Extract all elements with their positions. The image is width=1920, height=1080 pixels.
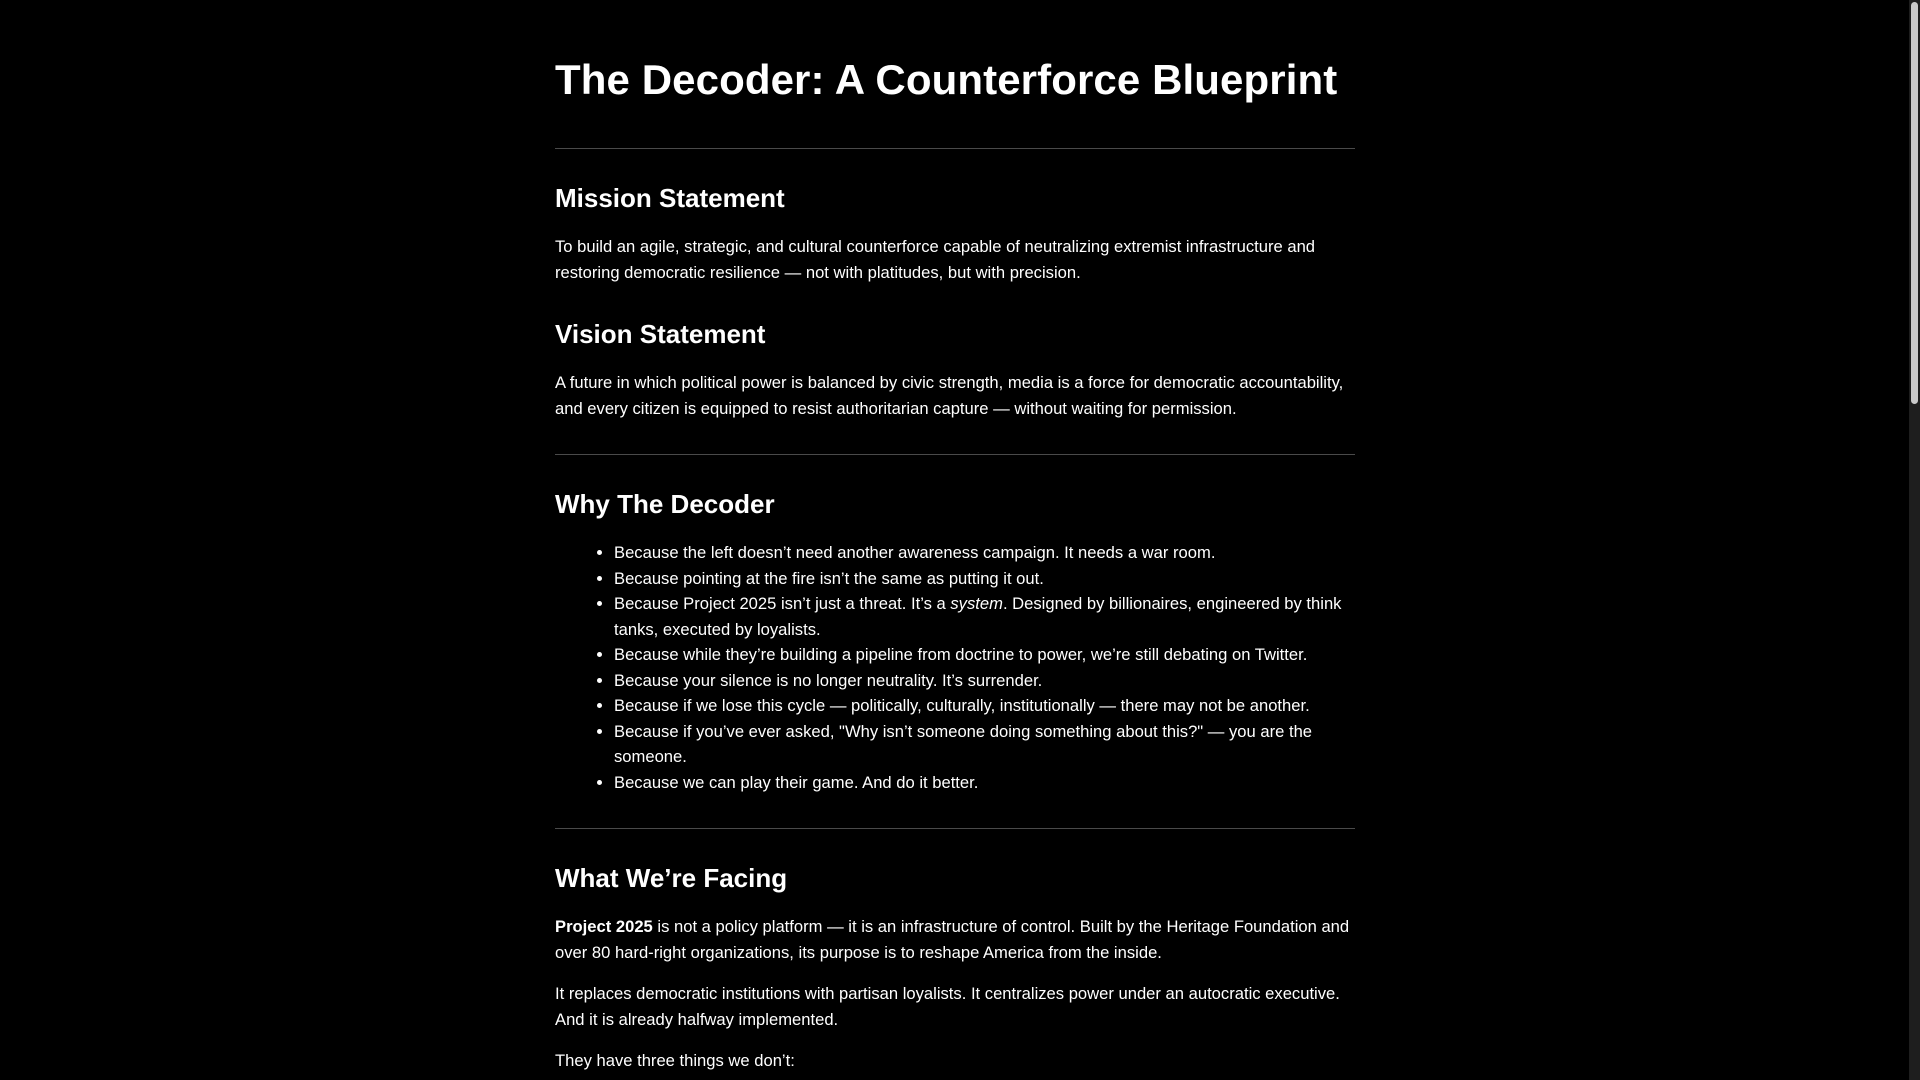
emphasis-text: system: [950, 594, 1003, 613]
list-item-text: . Designed by billionaires, engineered by think tanks, executed by loyalists.: [614, 594, 1342, 639]
why-heading: Why The Decoder: [555, 489, 775, 519]
article: [555, 0, 1355, 1074]
list-item: • Because if you’ve ever asked, "Why isn’t someone doing something about this?" — you are the someone.: [614, 719, 1355, 770]
list-item: • Because the left doesn’t need another awareness campaign. It needs a war room.: [614, 540, 1355, 566]
list-item: • Because your silence is no longer neutrality. It’s surrender.: [614, 668, 1355, 694]
facing-paragraph-1: [555, 914, 1355, 965]
list-item: • Because pointing at the fire isn’t the same as putting it out.: [614, 566, 1355, 592]
vertical-scrollbar[interactable]: [1909, 0, 1920, 1080]
scrollbar-thumb[interactable]: [1911, 2, 1918, 404]
divider: [555, 454, 1355, 455]
list-item-text: Because Project 2025 isn’t just a threat. It’s a: [614, 594, 951, 613]
vision-section: [555, 318, 1355, 421]
divider: [555, 148, 1355, 149]
facing-section: [555, 862, 1355, 1074]
facing-heading: What We’re Facing: [555, 863, 788, 893]
mission-text: To build an agile, strategic, and cultural counterforce capable of neutralizing extremist infrastructure and restoring democratic resilience — not with platitudes, but with precision.: [555, 237, 1316, 282]
project-2025-label: Project 2025: [555, 917, 653, 936]
facing-paragraph-2: It replaces democratic institutions with partisan loyalists. It centralizes power under an autocratic executive. And it is already halfway implemented.: [555, 984, 1340, 1029]
list-item: • Because if we lose this cycle — politically, culturally, institutionally — there may not be another.: [614, 693, 1355, 719]
why-section: [555, 488, 1355, 795]
page-title: The Decoder: A Counterforce Blueprint: [555, 56, 1338, 103]
list-item: [614, 591, 1355, 642]
divider: [555, 828, 1355, 829]
paragraph-text: is not a policy platform — it is an infrastructure of control. Built by the Heritage Foundation and over 80 hard-right organizations, its purpose is to reshape America from the inside.: [555, 917, 1350, 962]
vision-text: A future in which political power is balanced by civic strength, media is a force for democratic accountability, and every citizen is equipped to resist authoritarian capture — without waiting for permission.: [555, 373, 1344, 418]
facing-paragraph-3: They have three things we don’t:: [555, 1051, 795, 1070]
vision-heading: Vision Statement: [555, 319, 766, 349]
list-item: • Because we can play their game. And do it better.: [614, 770, 1355, 796]
why-list: [555, 540, 1355, 795]
list-item: • Because while they’re building a pipeline from doctrine to power, we’re still debating on Twitter.: [614, 642, 1355, 668]
mission-section: [555, 182, 1355, 285]
mission-heading: Mission Statement: [555, 183, 785, 213]
